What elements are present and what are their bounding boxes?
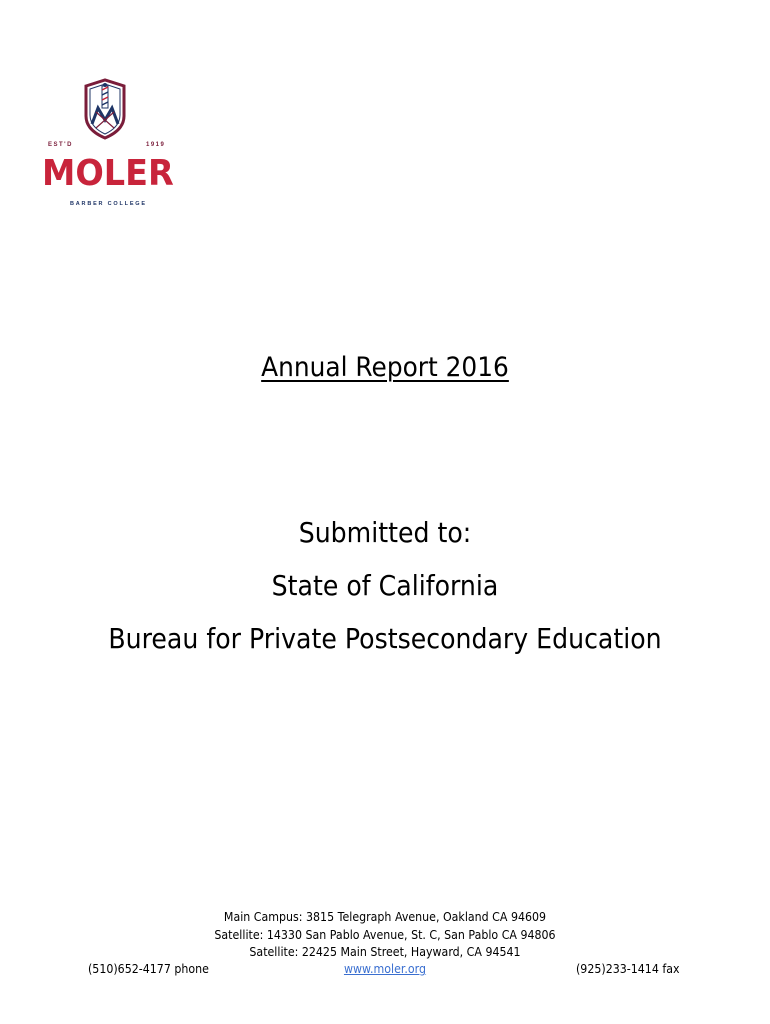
logo-year-label: 1919 [146, 142, 166, 148]
report-title: Annual Report 2016 [261, 352, 509, 383]
website-link[interactable]: www.moler.org [343, 962, 427, 976]
submitted-to-line: Submitted to: [298, 516, 472, 549]
recipient-bureau-line: Bureau for Private Postsecondary Education [108, 622, 662, 655]
fax-number: (925)233-1414 fax [576, 962, 680, 976]
satellite-san-pablo-address: Satellite: 14330 San Pablo Avenue, St. C, San Pablo CA 94806 [214, 928, 556, 942]
footer-contact-row [0, 961, 770, 977]
logo-est-label: EST'D [48, 142, 73, 148]
crest-icon [40, 78, 170, 142]
main-campus-address: Main Campus: 3815 Telegraph Avenue, Oakland CA 94609 [223, 910, 547, 924]
logo-subtitle: BARBER COLLEGE [70, 201, 147, 207]
phone-number: (510)652-4177 phone [88, 962, 209, 976]
satellite-hayward-address: Satellite: 22425 Main Street, Hayward, CA 94541 [249, 945, 521, 959]
logo-wordmark: MOLER [42, 153, 174, 194]
recipient-state-line: State of California [271, 569, 499, 602]
moler-barber-college-logo [40, 78, 174, 212]
